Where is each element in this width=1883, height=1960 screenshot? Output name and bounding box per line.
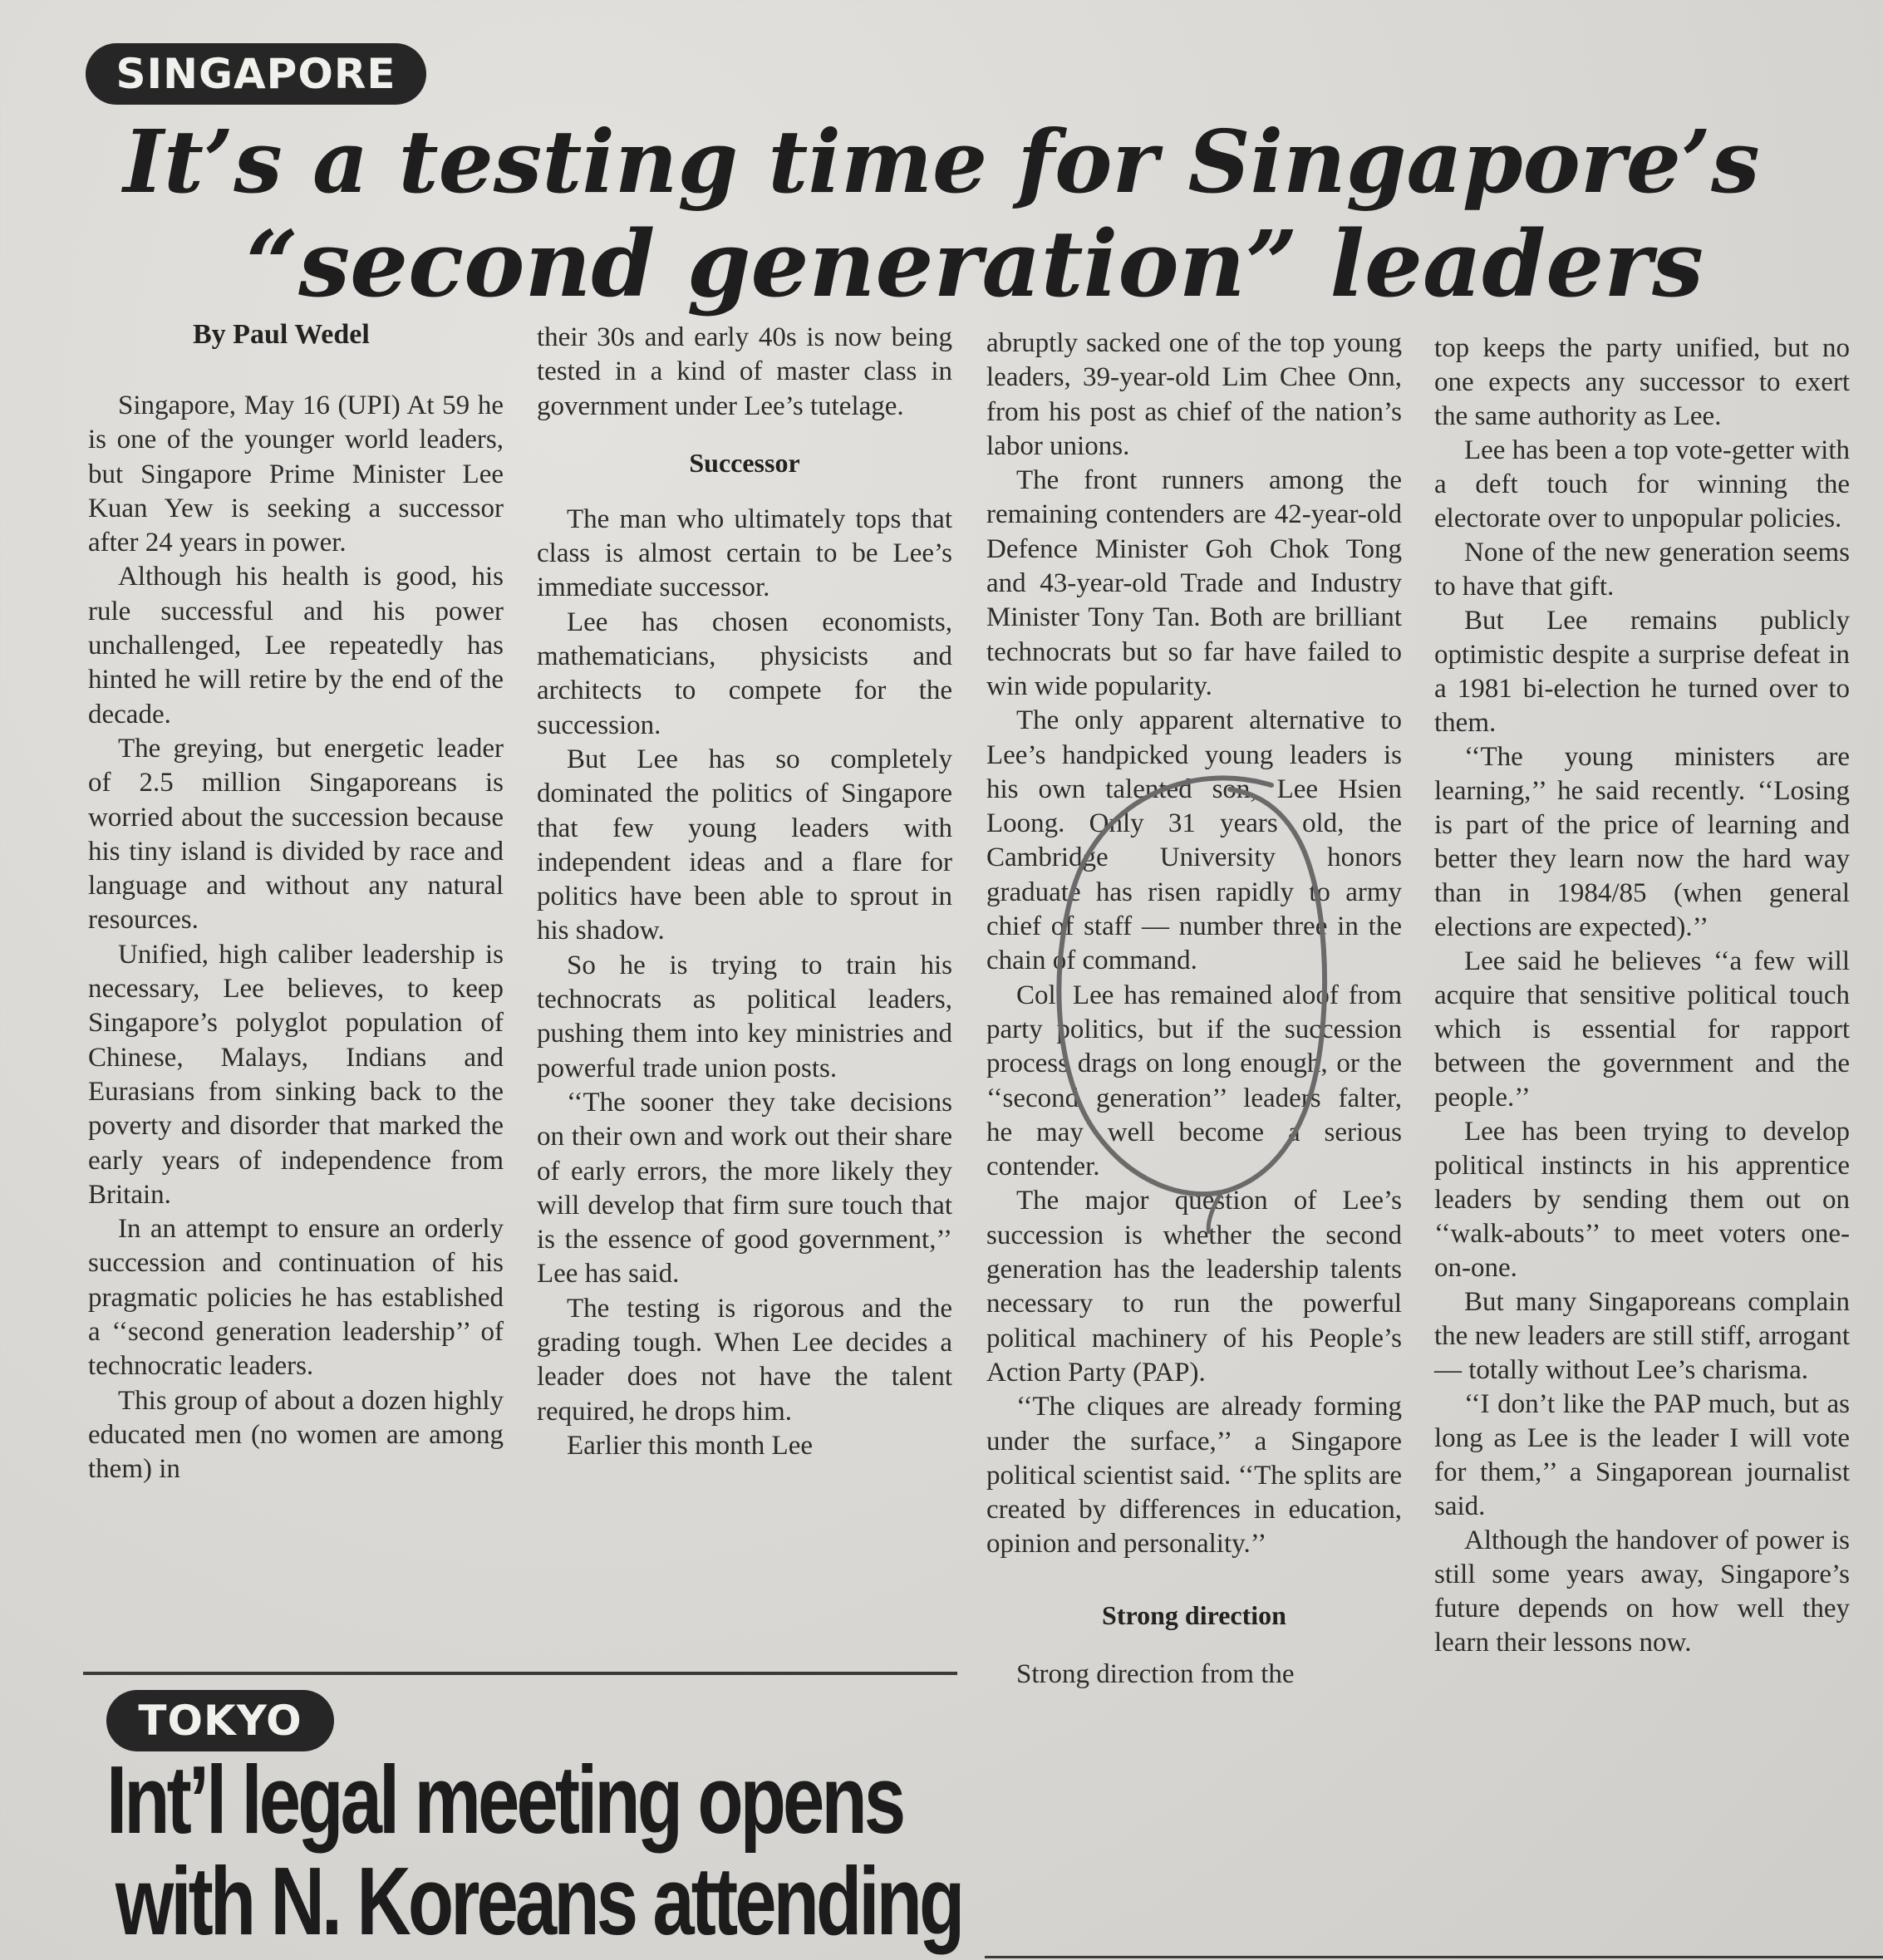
- tokyo-headline: [106, 1746, 962, 1955]
- article-column-1: [88, 389, 504, 1487]
- paragraph: Lee has been trying to develop political instincts in his apprentice leaders by sending them out on ‘‘walk-abouts’’ to meet voters one-on-one.: [1434, 1117, 1850, 1283]
- paragraph: Lee has been a top vote-getter with a deft touch for winning the electorate over to unpopular policies.: [1434, 435, 1850, 533]
- article-column-3: [986, 327, 1402, 1692]
- paragraph: This group of about a dozen highly educated men (no women are among them) in: [88, 1385, 504, 1485]
- paragraph: ‘‘The young ministers are learning,’’ he said recently. ‘‘Losing is part of the price of learning and better they learn now the hard way than in 1984/85 (when general elections are expected).’’: [1434, 742, 1850, 942]
- paragraph: So he is trying to train his technocrats as political leaders, pushing them into key ministries and powerful trade union posts.: [537, 950, 952, 1083]
- paragraph: Strong direction from the: [1016, 1658, 1295, 1689]
- tokyo-label: TOKYO: [138, 1697, 302, 1745]
- paragraph: The man who ultimately tops that class is almost certain to be Lee’s immediate successor.: [537, 504, 952, 603]
- paragraph: But Lee has so completely dominated the politics of Singapore that few young leaders with independent ideas and a flare for politics have been able to sprout in his shadow.: [537, 744, 952, 946]
- paragraph: ‘‘The cliques are already forming under the surface,’’ a Singapore political scientist said. ‘‘The splits are created by differences in education, opinion and personality.’’: [986, 1392, 1402, 1560]
- paragraph: The testing is rigorous and the grading tough. When Lee decides a leader does not have the talent required, he drops him.: [537, 1293, 952, 1427]
- paragraph: The major question of Lee’s succession is whether the second generation has the leadership talents necessary to run the powerful political machinery of his People’s Action Party (PAP).: [986, 1186, 1402, 1388]
- paragraph: their 30s and early 40s is now being tested in a kind of master class in government under Lee’s tutelage.: [537, 322, 952, 421]
- paragraph: Although his health is good, his rule successful and his power unchallenged, Lee repeatedly has hinted he will retire by the end of the decade.: [88, 562, 504, 729]
- paragraph: In an attempt to ensure an orderly succession and continuation of his pragmatic policies he has established a ‘‘second generation leadership’’ of technocratic leaders.: [88, 1214, 504, 1382]
- paragraph: Although the handover of power is still some years away, Singapore’s future depends on how well they learn their lessons now.: [1434, 1525, 1850, 1658]
- paragraph: top keeps the party unified, but no one expects any successor to exert the same authority as Lee.: [1434, 333, 1850, 431]
- subhead-successor: Successor: [689, 447, 800, 478]
- section-badge-tokyo: [106, 1690, 334, 1751]
- headline-line-1: It’s a testing time for Singapore’s: [123, 111, 1760, 213]
- tokyo-headline-line-2: with N. Koreans attending: [115, 1847, 962, 1955]
- section-label: SINGAPORE: [116, 50, 396, 98]
- paragraph: The front runners among the remaining contenders are 42-year-old Defence Minister Goh Chok Tong and 43-year-old Trade and Industry Minister Tony Tan. Both are brilliant technocrats but so far have failed to win wide popularity.: [986, 465, 1402, 701]
- article-column-2: [537, 321, 952, 1463]
- paragraph: None of the new generation seems to have that gift.: [1434, 538, 1850, 602]
- paragraph: abruptly sacked one of the top young leaders, 39-year-old Lim Chee Onn, from his post as chief of the nation’s labor unions.: [986, 328, 1402, 461]
- bottom-rule: [985, 1956, 1883, 1958]
- paragraph: The greying, but energetic leader of 2.5 million Singaporeans is worried about the succession because his tiny island is divided by race and language and without any natural resources.: [88, 733, 504, 936]
- paragraph: The only apparent alternative to Lee’s handpicked young leaders is his own talented son, Lee Hsien Loong. Only 31 years old, the Cambridge University honors graduate has risen rapidly to army chief of staff — number three in the chain of command.: [986, 705, 1402, 976]
- paragraph: Lee has chosen economists, mathematicians, physicists and architects to compete for the succession.: [537, 607, 952, 740]
- paragraph: ‘‘I don’t like the PAP much, but as long as Lee is the leader I will vote for them,’’ a Singaporean journalist said.: [1434, 1389, 1850, 1521]
- section-badge-singapore: [86, 43, 426, 105]
- paragraph: Earlier this month Lee: [567, 1430, 813, 1461]
- paragraph: Lee said he believes ‘‘a few will acquire that sensitive political touch which is essential for rapport between the government and the people.’’: [1434, 946, 1850, 1113]
- section-divider-rule: [83, 1672, 957, 1675]
- paragraph: Unified, high caliber leadership is necessary, Lee believes, to keep Singapore’s polyglot population of Chinese, Malays, Indians and Eurasians from sinking back to the poverty and disorder that marked the early years of independence from Britain.: [88, 939, 504, 1210]
- paragraph: ‘‘The sooner they take decisions on their own and work out their share of early errors, the more likely they will develop that firm sure touch that is the essence of good government,’’ Lee has said.: [537, 1087, 952, 1289]
- paragraph: But many Singaporeans complain the new leaders are still stiff, arrogant — totally without Lee’s charisma.: [1434, 1287, 1850, 1385]
- headline-line-2: “second generation” leaders: [245, 210, 1704, 317]
- tokyo-headline-line-1: Int’l legal meeting opens: [106, 1746, 903, 1854]
- paragraph: Singapore, May 16 (UPI) At 59 he is one of the younger world leaders, but Singapore Prime Minister Lee Kuan Yew is seeking a successor after 24 years in power.: [88, 391, 504, 558]
- subhead-strong-direction: Strong direction: [1102, 1599, 1286, 1630]
- byline: By Paul Wedel: [193, 319, 370, 350]
- article-column-4: [1434, 332, 1850, 1660]
- paragraph: Col. Lee has remained aloof from party politics, but if the succession process drags on long enough, or the ‘‘second generation’’ leaders falter, he may well become a serious contender.: [986, 980, 1402, 1182]
- paragraph: But Lee remains publicly optimistic despite a surprise defeat in a 1981 bi-election he turned over to them.: [1434, 606, 1850, 738]
